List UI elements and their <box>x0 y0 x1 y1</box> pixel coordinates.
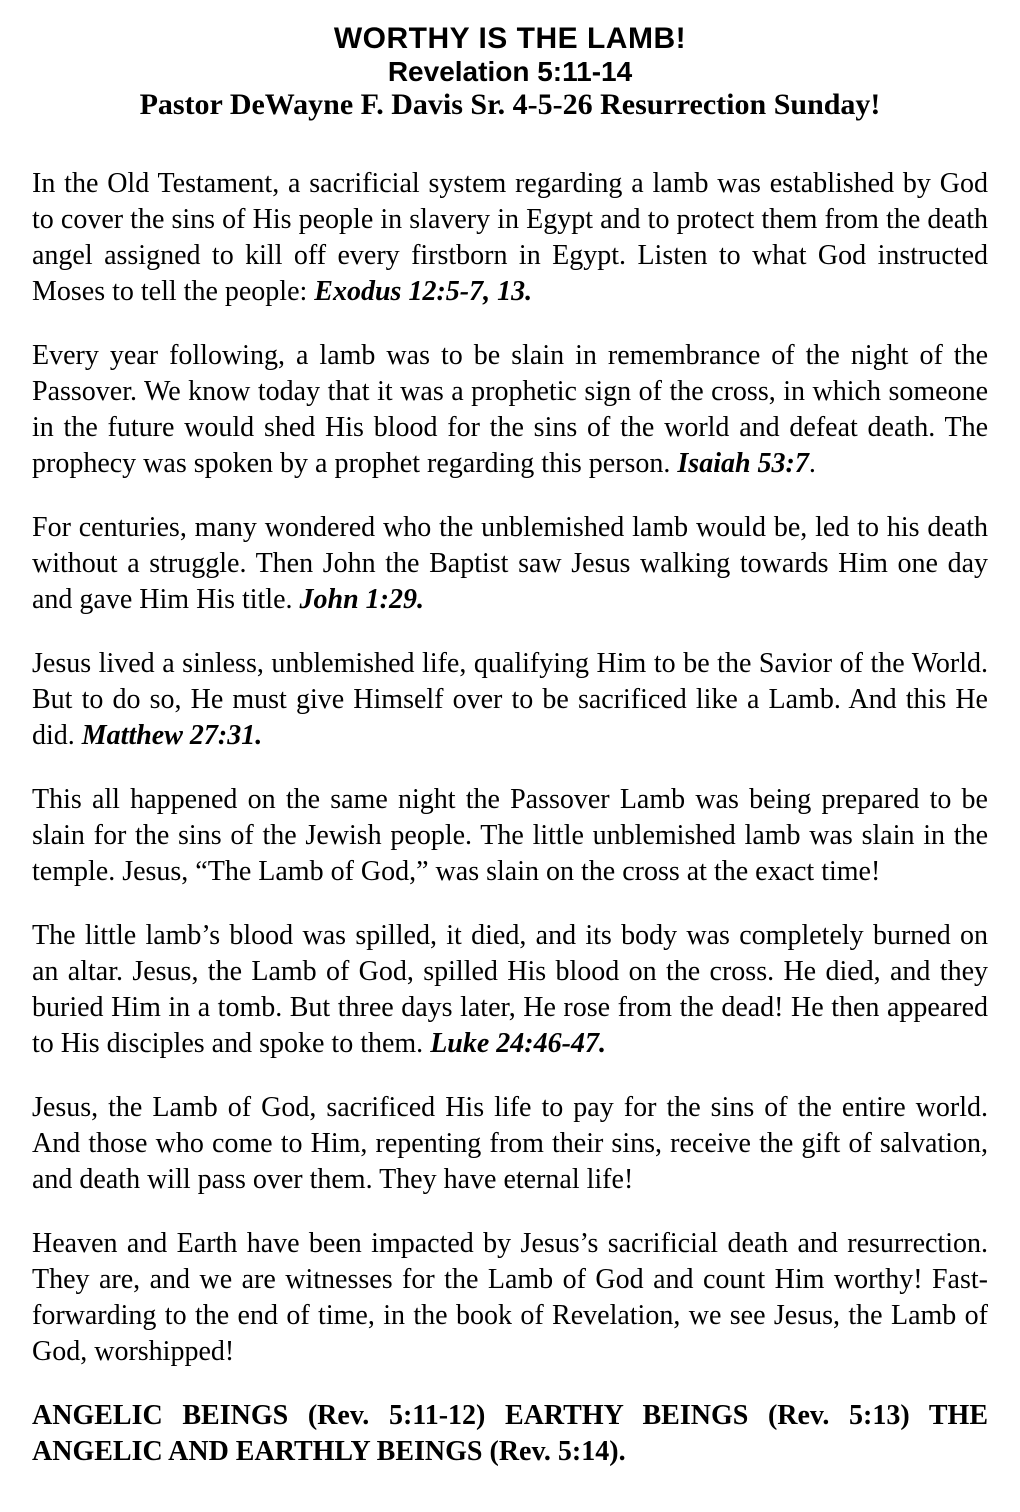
paragraph <box>32 338 988 482</box>
scripture-citation: Exodus 12:5-7, 13. <box>314 276 533 307</box>
paragraph <box>32 646 988 754</box>
body-text-run: . <box>808 448 816 479</box>
scripture-citation: John 1:29. <box>299 584 424 615</box>
body-text-run: ANGELIC BEINGS (Rev. 5:11-12) EARTHY BEINGS (Rev. 5:13) THE ANGELIC AND EARTHLY BEINGS (Rev. 5:14). <box>32 1400 988 1467</box>
body-text-run: Jesus, the Lamb of God, sacrificed His life to pay for the sins of the entire world. And those who come to Him, repenting from their sins, receive the gift of salvation, and death will pass over them. They have eternal life! <box>32 1092 988 1195</box>
scripture-reference: Revelation 5:11-14 <box>387 56 633 87</box>
document-header <box>32 22 988 122</box>
paragraph <box>32 1090 988 1198</box>
document-title: WORTHY IS THE LAMB! <box>333 22 687 55</box>
scripture-citation: Luke 24:46-47. <box>430 1028 606 1059</box>
paragraph <box>32 918 988 1062</box>
paragraph <box>32 510 988 618</box>
scripture-citation: Isaiah 53:7 <box>677 448 809 479</box>
body-text-run: The little lamb’s blood was spilled, it died, and its body was completely burned on an altar. Jesus, the Lamb of God, spilled His blood on the cross. He died, and they buried Him in a tomb. But three days later, He rose from the dead! He then appeared to His disciples and spoke to them. <box>32 920 988 1059</box>
scripture-citation: Matthew 27:31. <box>81 720 263 751</box>
document-body <box>32 166 988 1470</box>
body-text-run: In the Old Testament, a sacrificial system regarding a lamb was established by God to cover the sins of His people in slavery in Egypt and to protect them from the death angel assigned to kill off every firstborn in Egypt. Listen to what God instructed Moses to tell the people: <box>32 168 988 307</box>
body-text-run: This all happened on the same night the Passover Lamb was being prepared to be slain for the sins of the Jewish people. The little unblemished lamb was slain in the temple. Jesus, “The Lamb of God,” was slain on the cross at the exact time! <box>32 784 988 887</box>
byline: Pastor DeWayne F. Davis Sr. 4-5-26 Resurrection Sunday! <box>139 88 881 121</box>
paragraph <box>32 166 988 310</box>
body-text-run: Every year following, a lamb was to be slain in remembrance of the night of the Passover. We know today that it was a prophetic sign of the cross, in which someone in the future would shed His blood for the sins of the world and defeat death. The prophecy was spoken by a prophet regarding this person. <box>32 340 988 479</box>
paragraph <box>32 1398 988 1470</box>
body-text-run: For centuries, many wondered who the unblemished lamb would be, led to his death without a struggle. Then John the Baptist saw Jesus walking towards Him one day and gave Him His title. <box>32 512 988 615</box>
paragraph <box>32 1226 988 1370</box>
paragraph <box>32 782 988 890</box>
body-text-run: Jesus lived a sinless, unblemished life, qualifying Him to be the Savior of the World. But to do so, He must give Himself over to be sacrificed like a Lamb. And this He did. <box>32 648 988 751</box>
body-text-run: Heaven and Earth have been impacted by Jesus’s sacrificial death and resurrection. They are, and we are witnesses for the Lamb of God and count Him worthy! Fast-forwarding to the end of time, in the book of Revelation, we see Jesus, the Lamb of God, worshipped! <box>32 1228 988 1367</box>
